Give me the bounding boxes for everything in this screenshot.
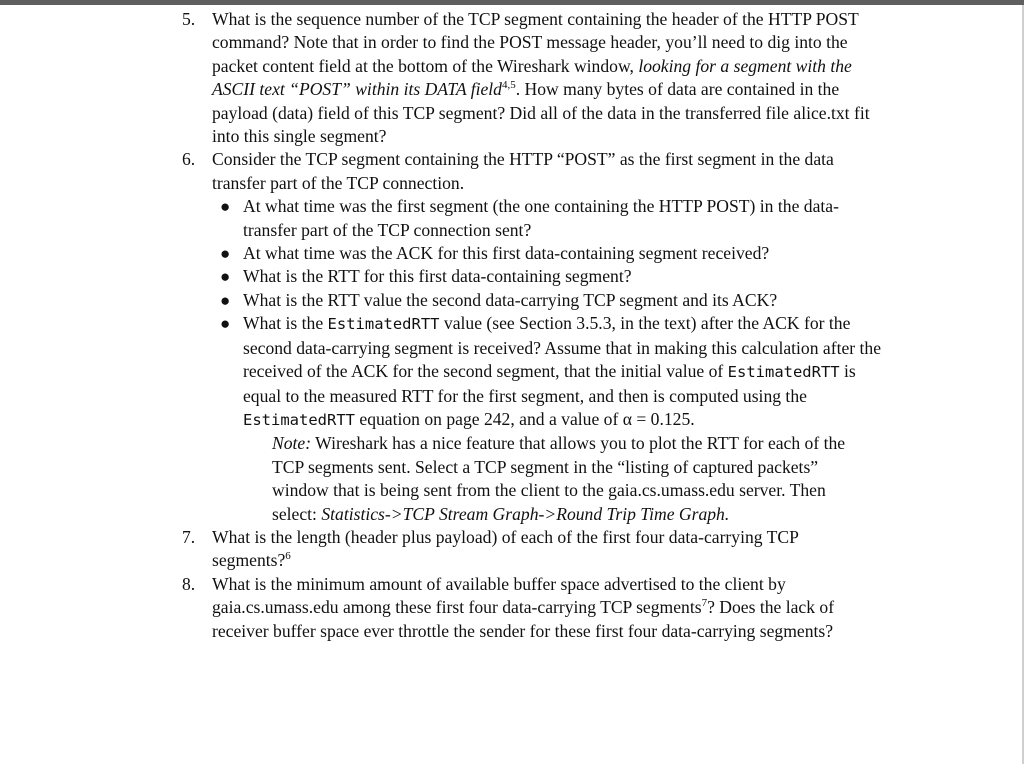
bullet-icon: ● — [220, 314, 231, 334]
question-italic: looking for a segment with the ASCII text “POST” within its DATA field — [212, 55, 852, 100]
note-block — [0, 432, 862, 526]
note-label: Note: — [272, 433, 312, 454]
window-top-bar — [0, 0, 1024, 5]
list-item — [0, 289, 883, 312]
question-text-part: What is the minimum amount of available buffer space advertised to the client by gaia.cs.umass.edu among these first four data-carrying TCP segments — [212, 573, 786, 618]
footnote-ref: 4,5 — [501, 79, 516, 92]
text-part: is equal to the measured RTT for the first segment, and then is computed using the — [243, 361, 856, 406]
question-number: 7. — [182, 526, 196, 547]
list-item-text: What is the RTT value the second data-carrying TCP segment and its ACK? — [243, 289, 778, 310]
note-menu-path: Statistics->TCP Stream Graph->Round Trip Time Graph. — [321, 503, 730, 524]
code-term: EstimatedRTT — [327, 315, 440, 334]
note-text: Wireshark has a nice feature that allows you to plot the RTT for each of the TCP segments sent. Select a TCP segment in the “listing of captured packets” window that is being sent from the client to the gaia.cs.umass.edu server. Then select: — [272, 433, 846, 524]
list-item-text: At what time was the ACK for this first data-containing segment received? — [243, 243, 770, 264]
list-item-text — [243, 313, 881, 429]
question-text: Consider the TCP segment containing the HTTP “POST” as the first segment in the data transfer part of the TCP connection. — [212, 149, 834, 193]
question-number: 6. — [182, 149, 196, 170]
question-text-part: What is the length (header plus payload) of each of the first four data-carrying TCP segments? — [212, 526, 799, 571]
footnote-ref: 6 — [285, 550, 291, 563]
list-item-text: What is the RTT for this first data-containing segment? — [243, 266, 632, 287]
question-6-bullets — [0, 195, 1022, 432]
question-5 — [0, 8, 872, 148]
question-text — [212, 574, 834, 641]
question-number: 8. — [182, 573, 196, 594]
footnote-ref: 7 — [701, 597, 708, 610]
document-page — [0, 8, 1022, 643]
list-item — [0, 312, 883, 432]
question-6 — [0, 148, 872, 195]
list-item — [0, 242, 883, 265]
bullet-icon: ● — [220, 267, 231, 287]
code-term: EstimatedRTT — [727, 363, 840, 382]
question-8 — [0, 573, 872, 643]
bullet-icon: ● — [220, 244, 231, 264]
list-item — [0, 265, 883, 288]
question-text-part: . How many bytes of data are contained in the payload (data) field of this TCP segment? Did all of the data in the transferred file alice.txt fit into this single segment? — [212, 79, 870, 147]
text-part: equation on page 242, and a value of α = 0.125. — [354, 408, 695, 429]
question-text — [212, 9, 870, 146]
list-item-text: At what time was the first segment (the one containing the HTTP POST) in the data-transfer part of the TCP connection sent? — [243, 196, 839, 240]
question-text-part: ? Does the lack of receiver buffer space ever throttle the sender for these first four data-carrying segments? — [212, 597, 835, 641]
question-text — [212, 527, 798, 570]
text-part: value (see Section 3.5.3, in the text) after the ACK for the second data-carrying segment is received? Assume that in making this calculation after the received of the ACK for the second segment, that the initial value of — [243, 313, 882, 382]
code-term: EstimatedRTT — [243, 410, 355, 429]
question-7 — [0, 526, 872, 573]
bullet-icon: ● — [220, 197, 231, 217]
text-part: What is the — [243, 313, 328, 334]
question-number: 5. — [182, 9, 196, 29]
bullet-icon: ● — [220, 290, 231, 310]
list-item — [0, 195, 883, 242]
question-text-part: What is the sequence number of the TCP segment containing the header of the HTTP POST command? Note that in order to find the POST message header, you’ll need to dig into the packet content field at the bottom of the Wireshark window, — [212, 9, 859, 76]
